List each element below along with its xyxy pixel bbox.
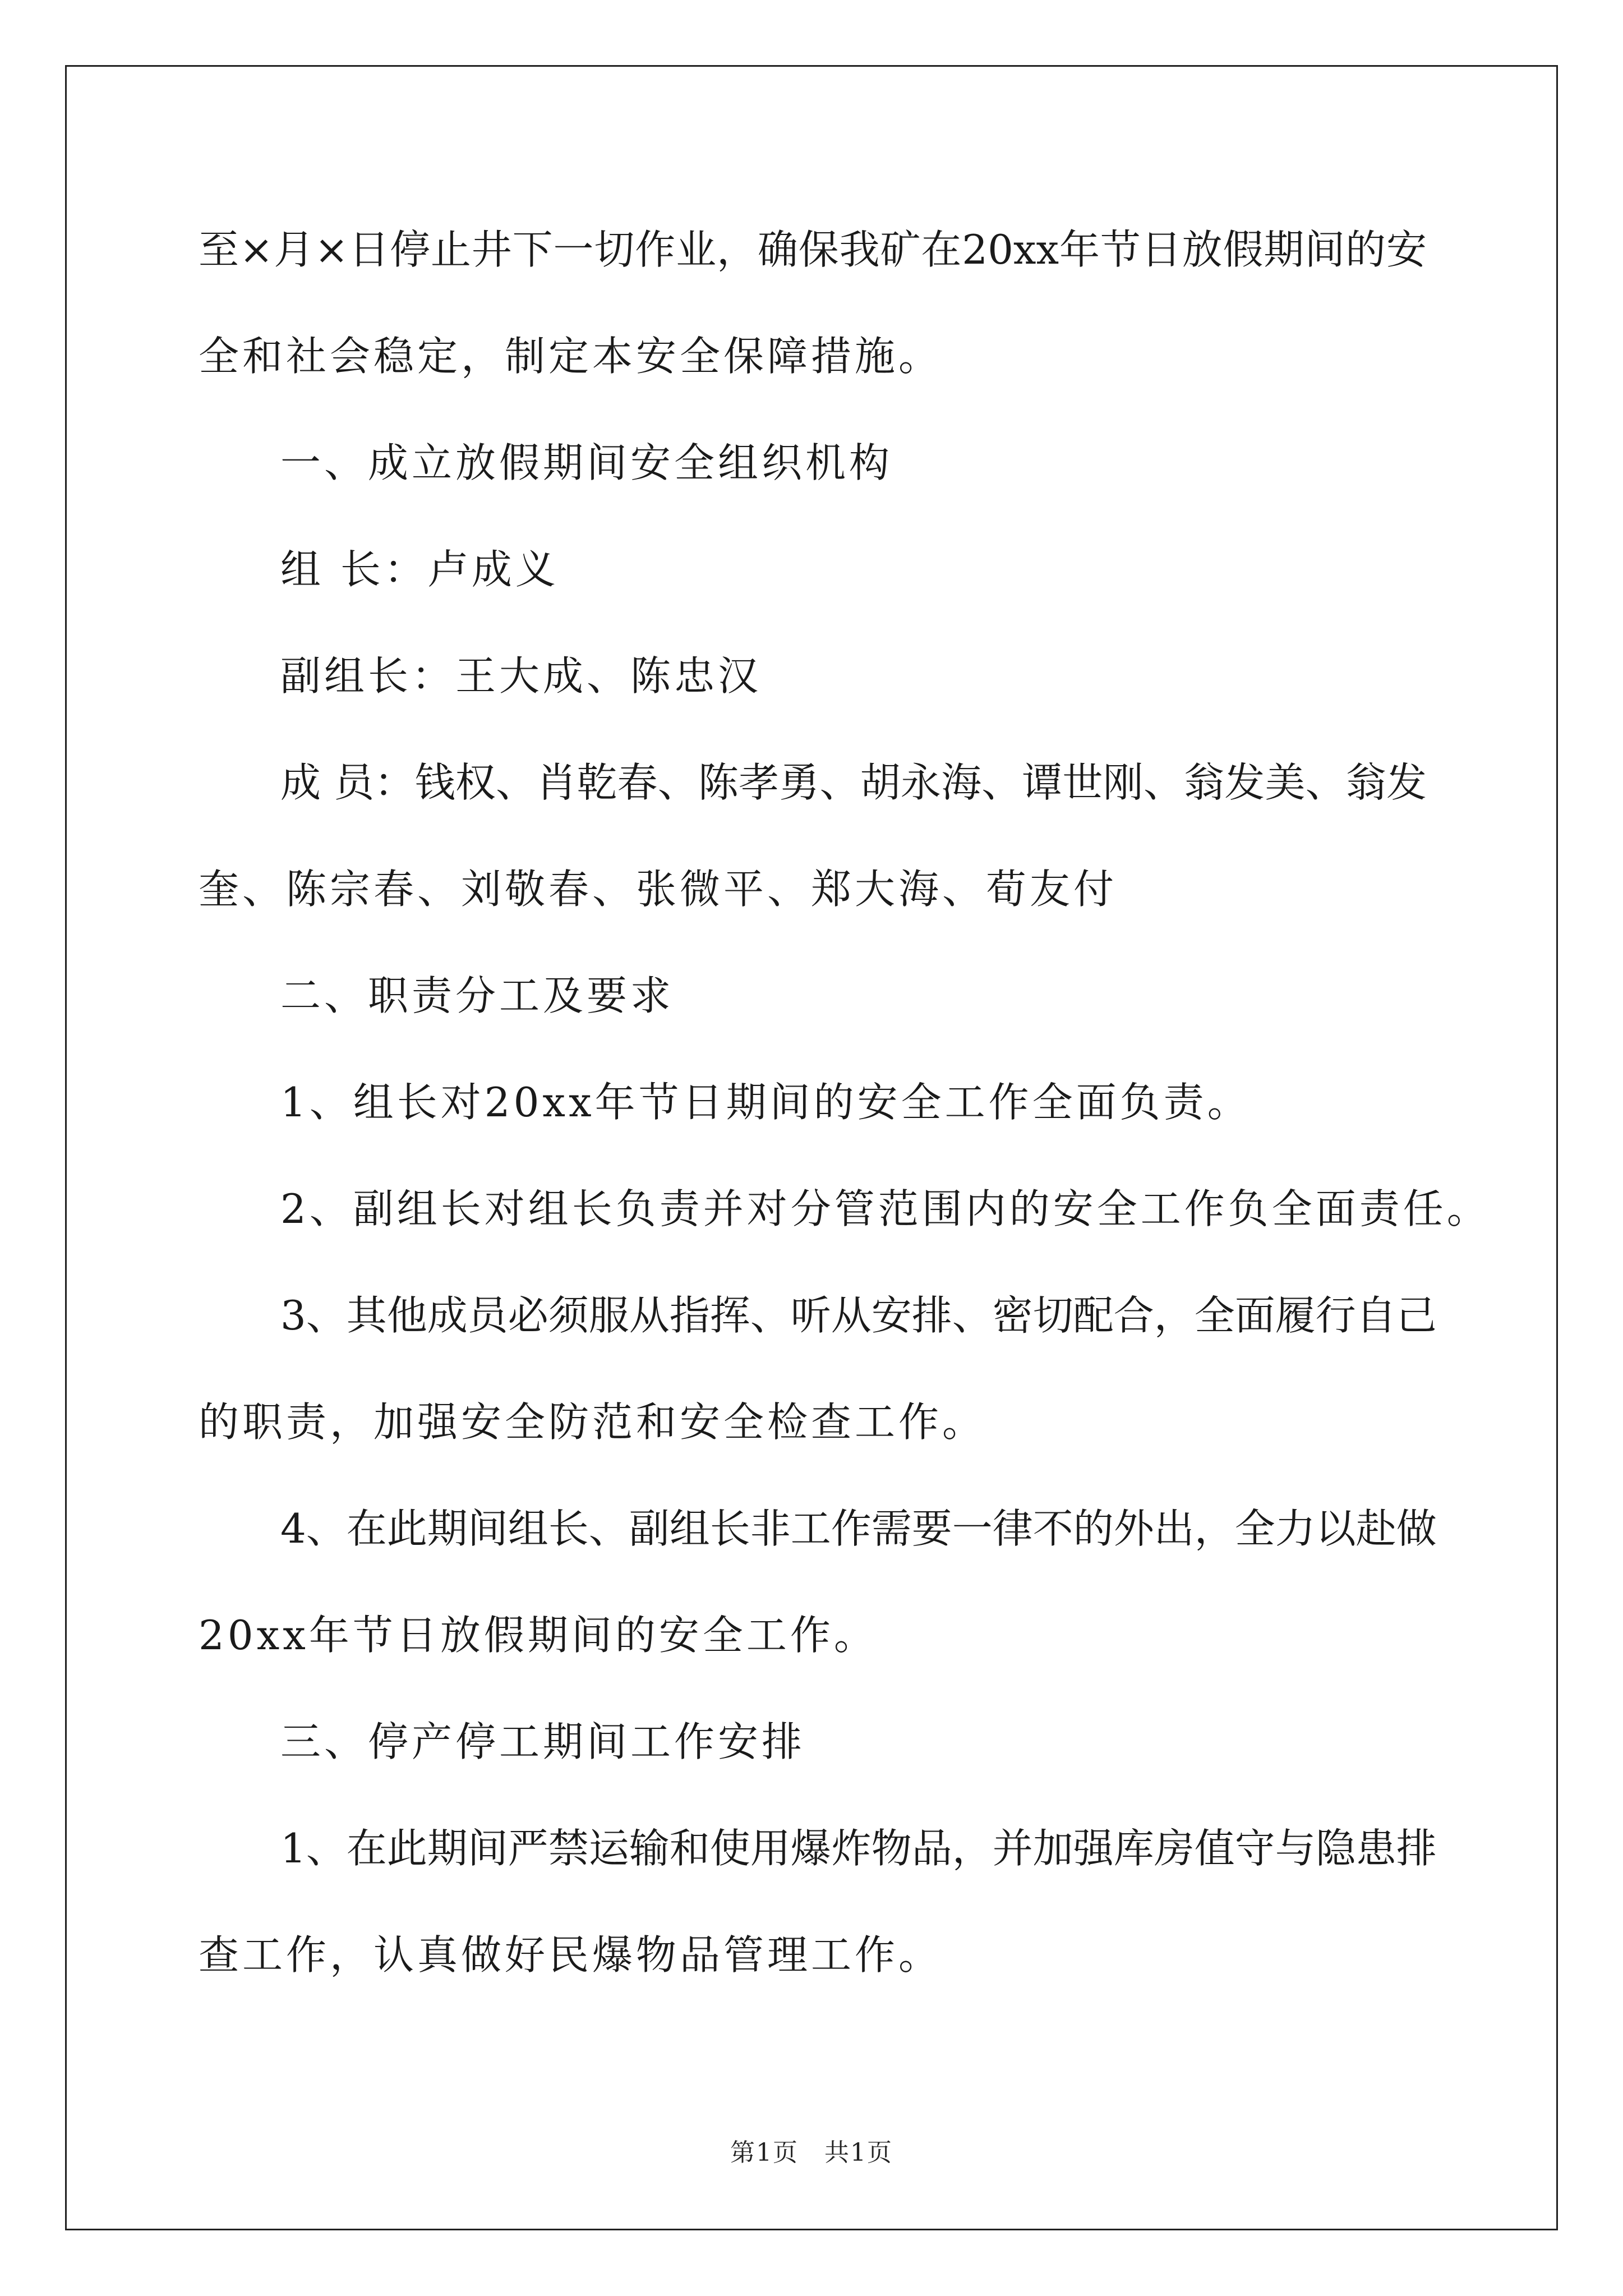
text-line: 4、在此期间组长、副组长非工作需要一律不的外出，全力以赴做 [280,1505,1437,1552]
document-body [199,196,1491,2008]
section-heading: 一、成立放假期间安全组织机构 [280,439,893,486]
text-line: 20xx年节日放假期间的安全工作。 [199,1612,878,1659]
text-line: 1、在此期间严禁运输和使用爆炸物品，并加强库房值守与隐患排 [280,1825,1437,1872]
text-line: 查工作，认真做好民爆物品管理工作。 [199,1931,943,1978]
text-line: 1、组长对20xx年节日期间的安全工作全面负责。 [280,1079,1251,1126]
text-line: 奎、陈宗春、刘敬春、张微平、郑大海、荀友付 [199,866,1118,913]
section-heading: 二、职责分工及要求 [280,972,675,1019]
text-line: 3、其他成员必须服从指挥、听从安排、密切配合，全面履行自己 [280,1292,1437,1339]
text-line: 全和社会稳定，制定本安全保障措施。 [199,333,943,380]
text-line: 至×月×日停止井下一切作业，确保我矿在20xx年节日放假期间的安 [199,226,1427,273]
text-line: 组 长：卢成义 [280,546,559,593]
text-line: 2、副组长对组长负责并对分管范围内的安全工作负全面责任。 [280,1185,1491,1232]
text-line: 的职责，加强安全防范和安全检查工作。 [199,1398,986,1446]
section-heading: 三、停产停工期间工作安排 [280,1718,806,1765]
text-line: 成 员：钱权、肖乾春、陈孝勇、胡永海、谭世刚、翁发美、翁发 [280,759,1427,806]
page-number-footer: 第1页 共1页 [730,2138,893,2167]
text-line: 副组长：王大成、陈忠汉 [280,652,762,700]
